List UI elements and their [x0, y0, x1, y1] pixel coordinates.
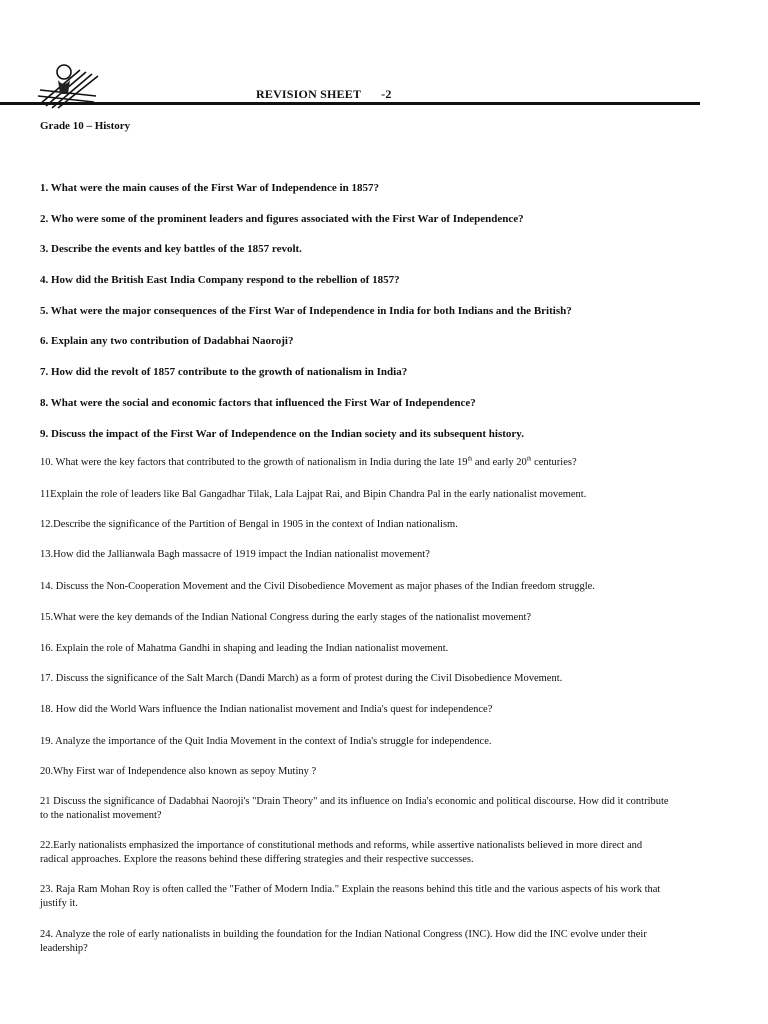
question-14: 14. Discuss the Non-Cooperation Movement and the Civil Disobedience Movement as major phases of the Indian freedom struggle.: [40, 581, 595, 592]
sheet-title-text: REVISION SHEET: [256, 87, 362, 101]
question-10-sup-a: th: [467, 456, 473, 463]
question-4: 4. How did the British East India Company respond to the rebellion of 1857?: [40, 274, 400, 286]
question-17: 17. Discuss the significance of the Salt March (Dandi March) as a form of protest during the Civil Disobedience Movement.: [40, 673, 563, 684]
question-19: 19. Analyze the importance of the Quit India Movement in the context of India's struggle for independence.: [40, 736, 492, 747]
question-3: 3. Describe the events and key battles of the 1857 revolt.: [40, 243, 302, 255]
header-divider: [0, 102, 700, 105]
question-2: 2. Who were some of the prominent leaders and figures associated with the First War of Independence?: [40, 213, 524, 225]
question-23: 23. Raja Ram Mohan Roy is often called the "Father of Modern India." Explain the reasons behind this title and the various aspects of his work that justify it.: [40, 884, 661, 909]
question-6: 6. Explain any two contribution of Dadabhai Naoroji?: [40, 335, 294, 347]
question-15: 15.What were the key demands of the Indian National Congress during the early stages of the nationalist movement?: [40, 612, 532, 623]
question-24: 24. Analyze the role of early nationalists in building the foundation for the Indian National Congress (INC). How did the INC evolve under their leadership?: [40, 929, 647, 954]
question-10-part-b: and early 20: [472, 457, 527, 468]
question-13: 13.How did the Jallianwala Bagh massacre of 1919 impact the Indian nationalist movement?: [40, 549, 430, 560]
question-7: 7. How did the revolt of 1857 contribute to the growth of nationalism in India?: [40, 366, 408, 378]
question-10: [40, 456, 670, 470]
sheet-number: -2: [381, 87, 392, 101]
question-12: 12.Describe the significance of the Partition of Bengal in 1905 in the context of Indian nationalism.: [40, 519, 458, 530]
question-5: 5. What were the major consequences of the First War of Independence in India for both Indians and the British?: [40, 305, 572, 317]
question-10-sup-b: th: [526, 456, 532, 463]
question-22: 22.Early nationalists emphasized the importance of constitutional methods and reforms, while assertive nationalists believed in more direct and radical approaches. Explore the reasons behind these differing strategies and their respective successes.: [40, 840, 643, 865]
question-21: 21 Discuss the significance of Dadabhai Naoroji's "Drain Theory" and its influence on India's economic and political discourse. How did it contribute to the nationalist movement?: [40, 796, 669, 821]
question-10-part-c: centuries?: [531, 457, 577, 468]
question-8: 8. What were the social and economic factors that influenced the First War of Independence?: [40, 397, 476, 409]
question-9: 9. Discuss the impact of the First War of Independence on the Indian society and its subsequent history.: [40, 428, 524, 440]
grade-subject: Grade 10 – History: [40, 120, 131, 132]
question-11: 11Explain the role of leaders like Bal Gangadhar Tilak, Lala Lajpat Rai, and Bipin Chandra Pal in the early nationalist movement.: [40, 489, 587, 500]
question-20: 20.Why First war of Independence also known as sepoy Mutiny ?: [40, 766, 317, 777]
question-18: 18. How did the World Wars influence the Indian nationalist movement and India's quest for independence?: [40, 704, 493, 715]
question-1: 1. What were the main causes of the First War of Independence in 1857?: [40, 182, 379, 194]
question-16: 16. Explain the role of Mahatma Gandhi in shaping and leading the Indian nationalist movement.: [40, 643, 449, 654]
sheet-title: [256, 87, 392, 102]
question-10-part-a: 10. What were the key factors that contributed to the growth of nationalism in India during the late 19: [40, 457, 468, 468]
